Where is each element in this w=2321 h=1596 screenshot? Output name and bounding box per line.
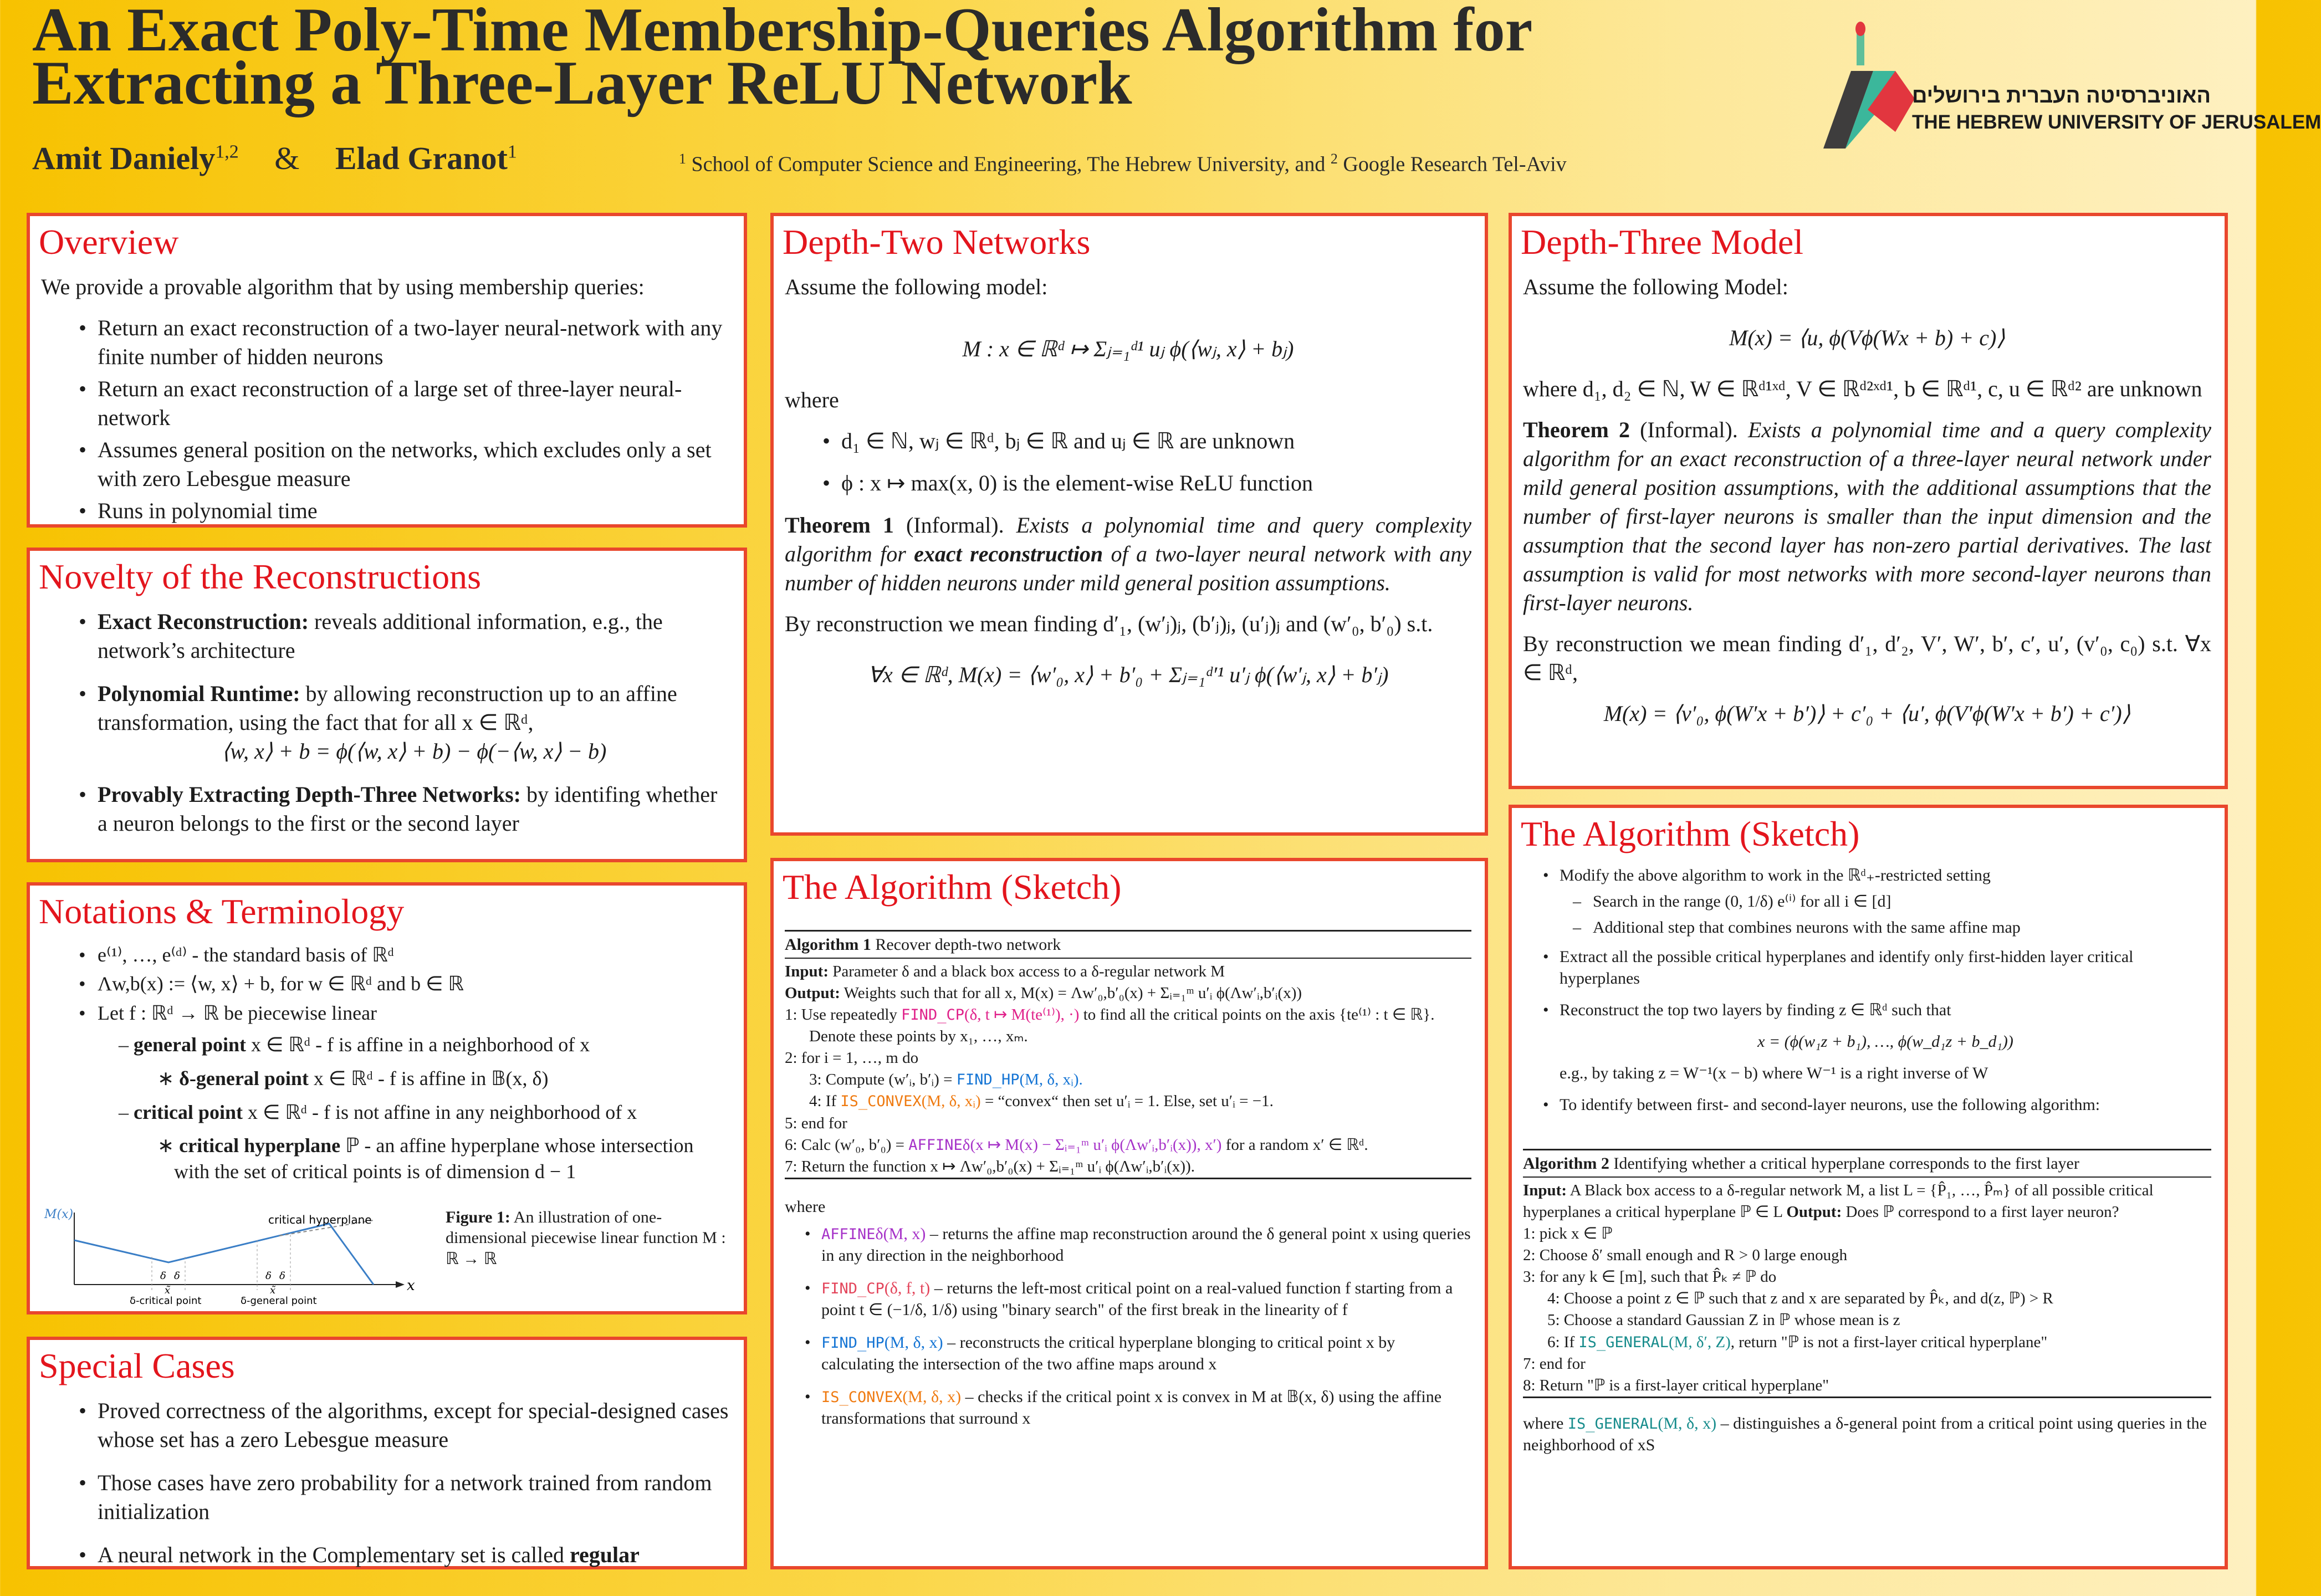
- list-item: • Provably Extracting Depth-Three Networks: by identifing whether a neuron belongs to the first or the second layer: [41, 780, 730, 838]
- list-item: • Exact Reconstruction: reveals additional information, e.g., the network’s architecture: [41, 607, 730, 665]
- depth-three-panel: Depth-Three Model Assume the following Model: M(x) = ⟨u, ϕ(Vϕ(Wx + b) + c)⟩ where d₁, d₂ ∈ ℕ, W ∈ ℝᵈ¹ˣᵈ, V ∈ ℝᵈ²ˣᵈ¹, b ∈ ℝᵈ¹, c, u ∈ ℝᵈ² are unknown Theorem 2 (Informal). Exists a polynomial time and a query complexity algorithm for an exact reconstruction of a three-layer neural network under mild general position assumptions, with the additional assumptions that the number of first-layer neurons is smaller than the input dimension and the assumption that the second layer has non-zero partial derivatives. The last assumption is valid for most networks with more second-layer neurons than first-layer neurons. By reconstruction we mean finding d′₁, d′₂, V′, W′, b′, c′, u′, (v′₀, c₀) s.t. ∀x ∈ ℝᵈ, M(x) = ⟨v′₀, ϕ(W′x + b′)⟩ + c′₀ + ⟨u′, ϕ(V′ϕ(W′x + b′) + c′)⟩: [1509, 213, 2228, 789]
- list-item: – Additional step that combines neurons with the same affine map: [1560, 917, 2211, 938]
- list-item: • e⁽¹⁾, …, e⁽ᵈ⁾ - the standard basis of ℝᵈ: [41, 942, 730, 968]
- svg-text:δ: δ: [279, 1270, 285, 1282]
- list-item: • Return an exact reconstruction of a two-layer neural-network with any finite number of hidden neurons: [41, 314, 730, 371]
- hyperplane-label: critical hyperplane: [268, 1213, 372, 1226]
- list-item: • Assumes general position on the networks, which excludes only a set with zero Lebesgue measure: [41, 436, 730, 493]
- algorithm-1: Algorithm 1 Recover depth-two network Input: Parameter δ and a black box access to a δ-regular network M Output: Weights such that for all x, M(x) = Λw′₀,b′₀(x) + Σᵢ₌₁ᵐ u′ᵢ ϕ(Λw′ᵢ,b′ᵢ(x)) 1: Use repeatedly FIND_CP(δ, t ↦ M(te⁽¹⁾), ·) to find all the critical points on the axis {te⁽¹⁾ : t ∈ ℝ}. Denote these points by x₁, …, xₘ. 2: for i = 1, …, m do 3: Compute (w′ᵢ, b′ᵢ) = FIND_HP(M, δ, xᵢ). 4: If IS_CONVEX(M, δ, xᵢ) = “convex“ then set u′ᵢ = 1. Else, set u′ᵢ = −1. 5: end for 6: Calc (w′₀, b′₀) = AFFINEδ(x ↦ M(x) − Σᵢ₌₁ᵐ u′ᵢ ϕ(Λw′ᵢ,b′ᵢ(x)), x′) for a random x′ ∈ ℝᵈ. 7: Return the function x ↦ Λw′₀,b′₀(x) + Σᵢ₌₁ᵐ u′ᵢ ϕ(Λw′ᵢ,b′ᵢ(x)).: [785, 930, 1471, 1179]
- piecewise-linear-plot: [41, 1201, 440, 1307]
- y-label: M(x): [44, 1207, 74, 1221]
- critical-point-label: δ-critical point: [130, 1295, 202, 1307]
- list-item: • Proved correctness of the algorithms, except for special-designed cases whose set has a zero Lebesgue measure: [41, 1396, 730, 1454]
- svg-text:x: x: [407, 1277, 415, 1294]
- notations-panel: [27, 882, 747, 1314]
- general-point-label: δ-general point: [241, 1295, 317, 1307]
- svg-text:δ: δ: [160, 1270, 166, 1282]
- list-item: • FIND_HP(M, δ, x) – reconstructs the critical hyperplane blonging to critical point x by calculating the intersection of the two affine maps around x: [785, 1332, 1471, 1375]
- authors: Amit Daniely$^{1,2}$ & Elad Granot$^1$: [32, 140, 517, 176]
- function-curve: [74, 1224, 374, 1285]
- algorithm-sketch-panel: The Algorithm (Sketch) Algorithm 1 Recover depth-two network Input: Parameter δ and a black box access to a δ-regular network M Output: Weights such that for all x, M(x) = Λw′₀,b′₀(x) + Σᵢ₌₁ᵐ u′ᵢ ϕ(Λw′ᵢ,b′ᵢ(x)) 1: Use repeatedly FIND_CP(δ, t ↦ M(te⁽¹⁾), ·) to find all the critical points on the axis {te⁽¹⁾ : t ∈ ℝ}. Denote these points by x₁, …, xₘ. 2: for i = 1, …, m do 3: Compute (w′ᵢ, b′ᵢ) = FIND_HP(M, δ, xᵢ). 4: If IS_CONVEX(M, δ, xᵢ) = “convex“ then set u′ᵢ = 1. Else, set u′ᵢ = −1. 5: end for 6: Calc (w′₀, b′₀) = AFFINEδ(x ↦ M(x) − Σᵢ₌₁ᵐ u′ᵢ ϕ(Λw′ᵢ,b′ᵢ(x)), x′) for a random x′ ∈ ℝᵈ. 7: Return the function x ↦ Λw′₀,b′₀(x) + Σᵢ₌₁ᵐ u′ᵢ ϕ(Λw′ᵢ,b′ᵢ(x)). where • AFFINEδ(M, x) – returns the affine map reconstruction around the δ general point x using queries in any direction in the neighborhood • FIND_CP(δ, f, t) – returns the left-most critical point on a real-valued function f starting from a point t ∈ (−1/δ, 1/δ) using "binary search" of the first break in the linearity of f • FIND_HP(M, δ, x) – reconstructs the critical hyperplane blonging to critical point x by calculating the intersection of the two affine maps around x • IS_CONVEX(M, δ, x) – checks if the critical point x is convex in M at 𝔹(x, δ) using the affine transformations that surround x: [770, 858, 1488, 1569]
- poster-title: An Exact Poly-Time Membership-Queries Algorithm for Extracting a Three-Layer ReLU Network: [32, 0, 1532, 117]
- algorithm-2: Algorithm 2 Identifying whether a critical hyperplane corresponds to the first layer Input: A Black box access to a δ-regular network M, a list L = {P̂₁, …, P̂ₘ} of all possible critical hyperplanes a critical hyperplane ℙ ∈ L Output: Does ℙ correspond to a first layer neuron? 1: pick x ∈ ℙ 2: Choose δ′ small enough and R > 0 large enough 3: for any k ∈ [m], such that P̂ₖ ≠ ℙ do 4: Choose a point z ∈ ℙ such that z and x are separated by P̂ₖ, and d(z, ℙ) > R 5: Choose a standard Gaussian Z in ℙ whose mean is z 6: If IS_GENERAL(M, δ′, Z), return "ℙ is not a first-layer critical hyperplane" 7: end for 8: Return "ℙ is a first-layer critical hyperplane": [1523, 1149, 2211, 1398]
- figure-1: [41, 1201, 730, 1307]
- list-item: • Those cases have zero probability for a network trained from random initialization: [41, 1469, 730, 1526]
- list-item: • Let f : ℝᵈ → ℝ be piecewise linear: [41, 1000, 730, 1026]
- svg-text:x̃: x̃: [165, 1284, 171, 1296]
- svg-text:δ: δ: [174, 1270, 180, 1282]
- theorem-2: Theorem 2 (Informal). Exists a polynomial time and a query complexity algorithm for an exact reconstruction of a three-layer neural network under mild general position assumptions, with the additional assumptions that the number of first-layer neurons is smaller than the input dimension and the assumption that the second layer has non-zero partial derivatives. The last assumption is valid for most networks with more second-layer neurons than first-layer neurons.: [1523, 417, 2211, 615]
- list-item: • IS_CONVEX(M, δ, x) – checks if the critical point x is convex in M at 𝔹(x, δ) using the affine transformations that surround x: [785, 1386, 1471, 1429]
- list-item: • AFFINEδ(M, x) – returns the affine map reconstruction around the δ general point x using queries in any direction in the neighborhood: [785, 1223, 1471, 1266]
- list-item: • Reconstruct the top two layers by finding z ∈ ℝᵈ such that x = (ϕ(w₁z + b₁), …, ϕ(w_d₁z + b_d₁)) e.g., by taking z = W⁻¹(x − b) where W⁻¹ is a right inverse of W: [1523, 999, 2211, 1084]
- depth-three-heading: Depth-Three Model: [1521, 222, 1804, 262]
- overview-panel: Overview We provide a provable algorithm that by using membership queries: • Return an exact reconstruction of a two-layer neural-network with any finite number of hidden neurons • Return an exact reconstruction of a large set of three-layer neural-network • Assumes general position on the networks, which excludes only a set with zero Lebesgue measure • Runs in polynomial time: [27, 213, 747, 528]
- model-equation: M : x ∈ ℝᵈ ↦ Σⱼ₌₁ᵈ¹ uⱼ ϕ(⟨wⱼ, x⟩ + bⱼ): [962, 336, 1294, 361]
- overview-heading: Overview: [39, 222, 179, 262]
- notation-sublist: – general point x ∈ ℝᵈ - f is affine in a neighborhood of x ∗ δ-general point x ∈ ℝᵈ - f is affine in 𝔹(x, δ) – critical point x ∈ ℝᵈ - f is not affine in any neighborhood of x ∗ critical hyperplane ℙ - an affine hyperplane whose intersection with the set of critical points is of dimension d − 1: [119, 1033, 694, 1183]
- model-equation: M(x) = ⟨u, ϕ(Vϕ(Wx + b) + c)⟩: [1729, 325, 2005, 350]
- author-1: Amit Daniely: [32, 140, 216, 176]
- list-item: • To identify between first- and second-layer neurons, use the following algorithm:: [1523, 1094, 2211, 1116]
- author-2: Elad Granot: [335, 140, 508, 176]
- university-name: האוניברסיטה העברית בירושלים THE HEBREW UNIVERSITY OF JERUSALEM: [1912, 84, 2321, 133]
- svg-text:x̃: x̃: [270, 1284, 276, 1296]
- overview-list: [41, 314, 730, 525]
- algorithm-sketch-panel-2: [1509, 805, 2228, 1569]
- reconstruction-equation: ∀x ∈ ℝᵈ, M(x) = ⟨w′₀, x⟩ + b′₀ + Σⱼ₌₁ᵈ′¹ u′ⱼ ϕ(⟨w′ⱼ, x⟩ + b′ⱼ): [867, 662, 1389, 687]
- notations-heading: Notations & Terminology: [39, 892, 405, 931]
- svg-text:δ: δ: [265, 1270, 272, 1282]
- special-cases-panel: [27, 1337, 747, 1569]
- affiliations: $^1$ School of Computer Science and Engineering, The Hebrew University, and $^2$ Google Research Tel-Aviv: [679, 151, 1567, 176]
- figure-caption: Figure 1: An illustration of one-dimensional piecewise linear function M : ℝ → ℝ: [446, 1208, 726, 1268]
- theorem-1: Theorem 1 (Informal). Exists a polynomial time and query complexity algorithm for exact reconstruction of a two-layer neural network with any number of hidden neurons under mild general position assumptions.: [785, 512, 1471, 595]
- list-item: • Λw,b(x) := ⟨w, x⟩ + b, for w ∈ ℝᵈ and b ∈ ℝ: [41, 971, 730, 997]
- list-item: • Runs in polynomial time: [41, 497, 730, 525]
- list-item: • A neural network in the Complementary set is called regular: [41, 1541, 730, 1569]
- list-item: • Polynomial Runtime: by allowing reconstruction up to an affine transformation, using the fact that for all x ∈ ℝᵈ, ⟨w, x⟩ + b = ϕ(⟨w, x⟩ + b) − ϕ(−⟨w, x⟩ − b): [41, 679, 730, 766]
- is-general-description: where IS_GENERAL(M, δ, x) – distinguishes a δ-general point from a critical point using queries in the neighborhood of xS: [1523, 1414, 2207, 1454]
- algorithm-heading: The Algorithm (Sketch): [1521, 814, 1860, 853]
- novelty-panel: [27, 548, 747, 862]
- list-item: • Extract all the possible critical hyperplanes and identify only first-hidden layer critical hyperplanes: [1523, 946, 2211, 989]
- list-item: • ϕ : x ↦ max(x, 0) is the element-wise ReLU function: [785, 469, 1471, 498]
- depth-two-panel: Depth-Two Networks Assume the following model: M : x ∈ ℝᵈ ↦ Σⱼ₌₁ᵈ¹ uⱼ ϕ(⟨wⱼ, x⟩ + bⱼ) where • d₁ ∈ ℕ, wⱼ ∈ ℝᵈ, bⱼ ∈ ℝ and uⱼ ∈ ℝ are unknown • ϕ : x ↦ max(x, 0) is the element-wise ReLU function Theorem 1 (Informal). Exists a polynomial time and query complexity algorithm for exact reconstruction of a two-layer neural network with any number of hidden neurons under mild general position assumptions. By reconstruction we mean finding d′₁, (w′ⱼ)ⱼ, (b′ⱼ)ⱼ, (u′ⱼ)ⱼ and (w′₀, b′₀) s.t. ∀x ∈ ℝᵈ, M(x) = ⟨w′₀, x⟩ + b′₀ + Σⱼ₌₁ᵈ′¹ u′ⱼ ϕ(⟨w′ⱼ, x⟩ + b′ⱼ): [770, 213, 1488, 836]
- list-item: • d₁ ∈ ℕ, wⱼ ∈ ℝᵈ, bⱼ ∈ ℝ and uⱼ ∈ ℝ are unknown: [785, 427, 1471, 456]
- novelty-heading: Novelty of the Reconstructions: [39, 557, 482, 596]
- list-item: • FIND_CP(δ, f, t) – returns the left-most critical point on a real-valued function f starting from a point t ∈ (−1/δ, 1/δ) using "binary search" of the first break in the linearity of f: [785, 1277, 1471, 1321]
- special-cases-heading: Special Cases: [39, 1346, 235, 1385]
- list-item: • Return an exact reconstruction of a large set of three-layer neural-network: [41, 375, 730, 432]
- reconstruction-equation: M(x) = ⟨v′₀, ϕ(W′x + b′)⟩ + c′₀ + ⟨u′, ϕ(V′ϕ(W′x + b′) + c′)⟩: [1603, 700, 2131, 726]
- algorithm-heading: The Algorithm (Sketch): [783, 867, 1122, 907]
- list-item: – Search in the range (0, 1/δ) e⁽ⁱ⁾ for all i ∈ [d]: [1560, 891, 2211, 912]
- list-item: • Modify the above algorithm to work in the ℝᵈ₊-restricted setting: [1523, 864, 2211, 886]
- depth-two-heading: Depth-Two Networks: [783, 222, 1091, 262]
